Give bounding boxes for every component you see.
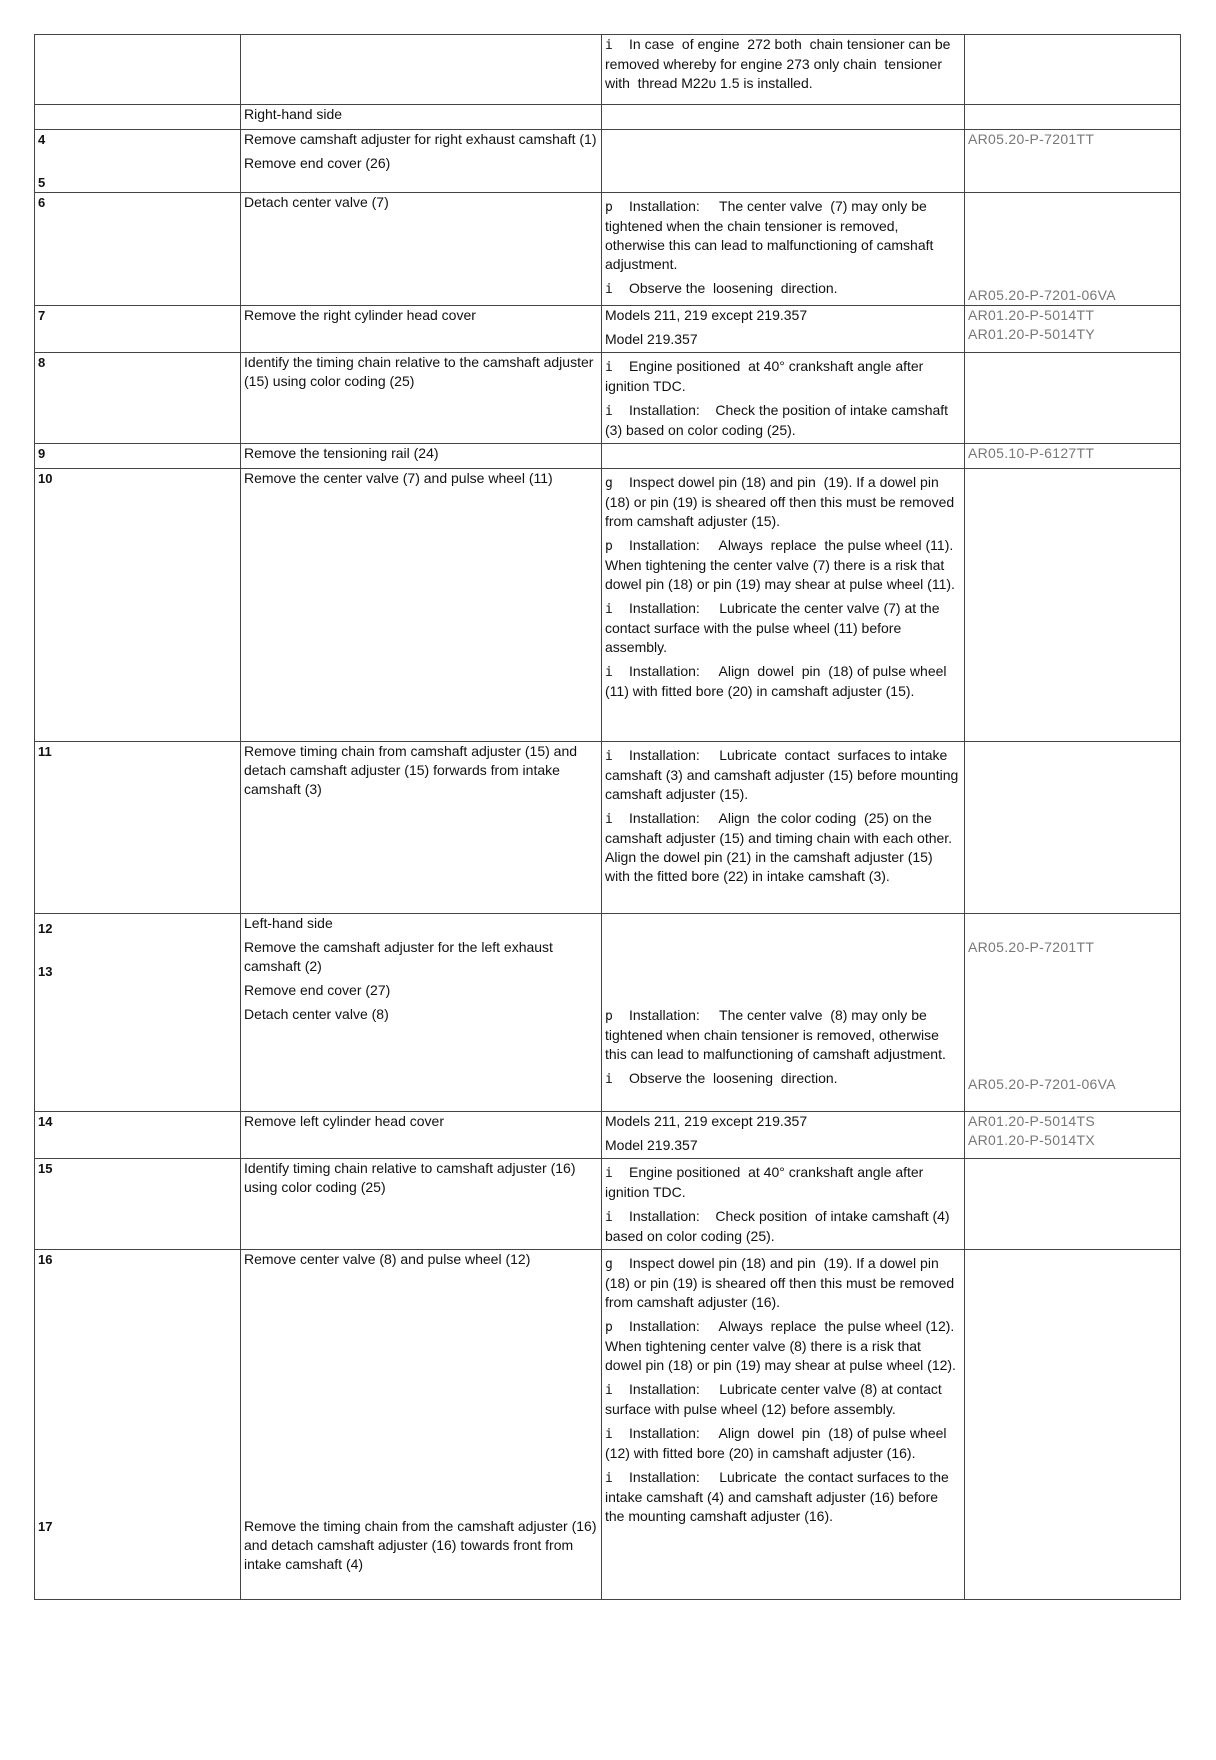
step-number-cell — [35, 1250, 241, 1600]
step-number-cell — [35, 1159, 241, 1250]
step-number-cell — [35, 914, 241, 1112]
note-text: Installation: Lubricate the contact surfaces to the intake camshaft (4) and camshaft adjuster (16) before the mounting camshaft adjuster (16). — [605, 1469, 953, 1524]
action-cell — [241, 1250, 602, 1600]
note-symbol-icon: g — [605, 476, 613, 491]
action-cell — [241, 469, 602, 742]
action-cell — [241, 444, 602, 469]
procedure-table-body — [35, 35, 1181, 1600]
note-text: Observe the loosening direction. — [629, 280, 838, 296]
note-text: Installation: Lubricate the center valve (7) at the contact surface with the pulse wheel (11) before assembly. — [605, 600, 944, 655]
step-number-cell — [35, 353, 241, 444]
note — [605, 599, 961, 657]
note-text: Installation: Align the color coding (25) on the camshaft adjuster (15) and timing chain with each other. Align the dowel pin (21) in the camshaft adjuster (15) with the fitted bore (22) in intake camshaft (3). — [605, 810, 956, 884]
reference-link[interactable]: AR05.20-P-7201-06VA — [968, 1076, 1116, 1092]
note — [605, 330, 961, 349]
note — [605, 1207, 961, 1246]
step-number-cell — [35, 1112, 241, 1159]
step-number-cell — [35, 469, 241, 742]
note-symbol-icon: i — [605, 404, 613, 419]
note-text: Observe the loosening direction. — [629, 1070, 838, 1086]
reference-cell — [965, 105, 1181, 130]
note-symbol-icon: i — [605, 360, 613, 375]
notes-cell — [602, 105, 965, 130]
table-row — [35, 1250, 1181, 1600]
note — [605, 306, 961, 325]
note — [605, 357, 961, 396]
note — [605, 809, 961, 886]
note-text: Engine positioned at 40° crankshaft angle after ignition TDC. — [605, 358, 928, 394]
procedure-table — [34, 34, 1181, 1600]
step-number: 14 — [38, 1114, 53, 1129]
note — [605, 197, 961, 274]
action-text: Remove end cover (27) — [244, 982, 391, 998]
step-number: 15 — [38, 1161, 53, 1176]
action-text: Left-hand side — [244, 915, 333, 931]
note-symbol-icon: i — [605, 38, 613, 53]
step-number: 10 — [38, 471, 53, 486]
action-cell — [241, 353, 602, 444]
reference-cell — [965, 742, 1181, 914]
action-text: Remove the center valve (7) and pulse wheel (11) — [244, 470, 553, 486]
note-symbol-icon: p — [605, 1009, 613, 1024]
reference-link[interactable]: AR01.20-P-5014TX — [968, 1132, 1095, 1148]
notes-cell — [602, 914, 965, 1112]
step-number-cell — [35, 105, 241, 130]
table-row — [35, 914, 1181, 1112]
reference-link[interactable]: AR05.20-P-7201-06VA — [968, 287, 1116, 303]
note — [605, 1069, 961, 1089]
action-text: Remove the timing chain from the camshaft adjuster (16) and detach camshaft adjuster (16) towards front from intake camshaft (4) — [244, 1518, 597, 1572]
note-text: Installation: Check position of intake camshaft (4) based on color coding (25). — [605, 1208, 954, 1244]
reference-link[interactable]: AR05.20-P-7201TT — [968, 131, 1095, 147]
notes-cell — [602, 1250, 965, 1600]
action-text: Detach center valve (8) — [244, 1006, 389, 1022]
note — [605, 1136, 961, 1155]
action-text: Identify timing chain relative to camshaft adjuster (16) using color coding (25) — [244, 1160, 576, 1195]
note-symbol-icon: i — [605, 1471, 613, 1486]
note-symbol-icon: i — [605, 1210, 613, 1225]
note — [605, 662, 961, 701]
table-row — [35, 306, 1181, 353]
reference-cell — [965, 1112, 1181, 1159]
note-symbol-icon: i — [605, 1383, 613, 1398]
action-cell — [241, 1112, 602, 1159]
notes-cell — [602, 35, 965, 105]
action-text: Remove end cover (26) — [244, 155, 391, 171]
action-text: Remove left cylinder head cover — [244, 1113, 444, 1129]
action-text: Right-hand side — [244, 106, 343, 122]
step-number: 5 — [38, 175, 46, 190]
table-row — [35, 444, 1181, 469]
reference-cell — [965, 914, 1181, 1112]
step-number: 9 — [38, 446, 46, 461]
reference-cell — [965, 353, 1181, 444]
note-symbol-icon: i — [605, 1166, 613, 1181]
table-row — [35, 130, 1181, 193]
note — [605, 1112, 961, 1131]
note — [605, 1380, 961, 1419]
note-symbol-icon: i — [605, 749, 613, 764]
reference-cell — [965, 1159, 1181, 1250]
step-number-cell — [35, 306, 241, 353]
step-number: 6 — [38, 195, 46, 210]
note — [605, 1006, 961, 1064]
note — [605, 1317, 961, 1375]
reference-cell — [965, 193, 1181, 306]
reference-link[interactable]: AR01.20-P-5014TY — [968, 326, 1095, 342]
note-text: Model 219.357 — [605, 331, 698, 347]
note-text: Installation: Align dowel pin (18) of pulse wheel (11) with fitted bore (20) in camshaft adjuster (15). — [605, 663, 951, 699]
note-symbol-icon: i — [605, 602, 613, 617]
step-number-cell — [35, 35, 241, 105]
action-cell — [241, 193, 602, 306]
note — [605, 1163, 961, 1202]
step-number: 12 — [38, 921, 53, 936]
note-text: Installation: The center valve (8) may only be tightened when chain tensioner is removed, otherwise this can lead to malfunctioning of camshaft adjustment. — [605, 1007, 946, 1062]
note-text: Inspect dowel pin (18) and pin (19). If a dowel pin (18) or pin (19) is sheared off then this must be removed from camshaft adjuster (16). — [605, 1255, 959, 1310]
notes-cell — [602, 1112, 965, 1159]
note-symbol-icon: g — [605, 1257, 613, 1272]
step-number-cell — [35, 193, 241, 306]
step-number: 16 — [38, 1252, 53, 1267]
reference-link[interactable]: AR05.20-P-7201TT — [968, 939, 1095, 955]
action-text: Remove the right cylinder head cover — [244, 307, 476, 323]
action-cell — [241, 105, 602, 130]
action-text: Remove timing chain from camshaft adjuster (15) and detach camshaft adjuster (15) forwards from intake camshaft (3) — [244, 743, 578, 797]
note-text: Installation: The center valve (7) may only be tightened when the chain tensioner is removed, otherwise this can lead to malfunctioning of camshaft adjustment. — [605, 198, 938, 272]
note-text: Installation: Always replace the pulse wheel (12). When tightening center valve (8) there is a risk that dowel pin (18) or pin (19) may shear at pulse wheel (12). — [605, 1318, 959, 1373]
table-row — [35, 35, 1181, 105]
action-cell — [241, 306, 602, 353]
note-text: Installation: Align dowel pin (18) of pulse wheel (12) with fitted bore (20) in camshaft adjuster (16). — [605, 1425, 951, 1461]
note-text: Model 219.357 — [605, 1137, 698, 1153]
reference-cell — [965, 444, 1181, 469]
note-text: Inspect dowel pin (18) and pin (19). If a dowel pin (18) or pin (19) is sheared off then this must be removed from camshaft adjuster (15). — [605, 474, 959, 529]
table-row — [35, 469, 1181, 742]
table-row — [35, 105, 1181, 130]
reference-link[interactable]: AR01.20-P-5014TT — [968, 307, 1095, 323]
action-cell — [241, 130, 602, 193]
note — [605, 1468, 961, 1526]
note-symbol-icon: i — [605, 1427, 613, 1442]
reference-cell — [965, 130, 1181, 193]
reference-cell — [965, 306, 1181, 353]
notes-cell — [602, 1159, 965, 1250]
reference-cell — [965, 1250, 1181, 1600]
note-symbol-icon: i — [605, 665, 613, 680]
table-row — [35, 193, 1181, 306]
note-text: In case of engine 272 both chain tensioner can be removed whereby for engine 273 only chain tensioner with thread M22υ 1.5 is installed. — [605, 36, 955, 91]
note-text: Models 211, 219 except 219.357 — [605, 1113, 808, 1129]
note — [605, 279, 961, 299]
notes-cell — [602, 193, 965, 306]
note-symbol-icon: p — [605, 539, 613, 554]
step-number-cell — [35, 444, 241, 469]
note — [605, 536, 961, 594]
notes-cell — [602, 306, 965, 353]
action-text: Remove the tensioning rail (24) — [244, 445, 439, 461]
step-number: 11 — [38, 744, 52, 759]
step-number: 7 — [38, 308, 46, 323]
note-text: Installation: Lubricate contact surfaces to intake camshaft (3) and camshaft adjuster (15) before mounting camshaft adjuster (15). — [605, 747, 963, 802]
step-number: 8 — [38, 355, 46, 370]
action-text: Remove the camshaft adjuster for the left exhaust camshaft (2) — [244, 939, 553, 974]
table-row — [35, 1159, 1181, 1250]
note-text: Installation: Check the position of intake camshaft (3) based on color coding (25). — [605, 402, 952, 438]
action-text: Detach center valve (7) — [244, 194, 389, 210]
action-cell — [241, 1159, 602, 1250]
note-symbol-icon: p — [605, 1320, 613, 1335]
action-text: Remove camshaft adjuster for right exhaust camshaft (1) — [244, 131, 597, 147]
reference-cell — [965, 35, 1181, 105]
reference-link[interactable]: AR01.20-P-5014TS — [968, 1113, 1095, 1129]
note-text: Models 211, 219 except 219.357 — [605, 307, 808, 323]
note-symbol-icon: i — [605, 812, 613, 827]
table-row — [35, 1112, 1181, 1159]
notes-cell — [602, 130, 965, 193]
step-number-cell — [35, 130, 241, 193]
action-text: Remove center valve (8) and pulse wheel (12) — [244, 1251, 531, 1267]
notes-cell — [602, 353, 965, 444]
action-cell — [241, 35, 602, 105]
notes-cell — [602, 444, 965, 469]
note — [605, 35, 961, 93]
reference-link[interactable]: AR05.10-P-6127TT — [968, 445, 1095, 461]
note-text: Installation: Lubricate center valve (8) at contact surface with pulse wheel (12) before assembly. — [605, 1381, 946, 1417]
note-symbol-icon: p — [605, 200, 613, 215]
step-number-cell — [35, 742, 241, 914]
reference-cell — [965, 469, 1181, 742]
note-text: Engine positioned at 40° crankshaft angle after ignition TDC. — [605, 1164, 928, 1200]
note — [605, 1254, 961, 1312]
note-symbol-icon: i — [605, 1072, 613, 1087]
note — [605, 401, 961, 440]
note-symbol-icon: i — [605, 282, 613, 297]
step-number: 17 — [38, 1519, 53, 1534]
table-row — [35, 353, 1181, 444]
note — [605, 1424, 961, 1463]
note — [605, 473, 961, 531]
action-text: Identify the timing chain relative to the camshaft adjuster (15) using color coding (25) — [244, 354, 594, 389]
step-number: 4 — [38, 132, 46, 147]
notes-cell — [602, 742, 965, 914]
note — [605, 746, 961, 804]
table-row — [35, 742, 1181, 914]
notes-cell — [602, 469, 965, 742]
action-cell — [241, 742, 602, 914]
step-number: 13 — [38, 964, 53, 979]
action-cell — [241, 914, 602, 1112]
note-text: Installation: Always replace the pulse wheel (11). When tightening the center valve (7) there is a risk that dowel pin (18) or pin (19) may shear at pulse wheel (11). — [605, 537, 958, 592]
